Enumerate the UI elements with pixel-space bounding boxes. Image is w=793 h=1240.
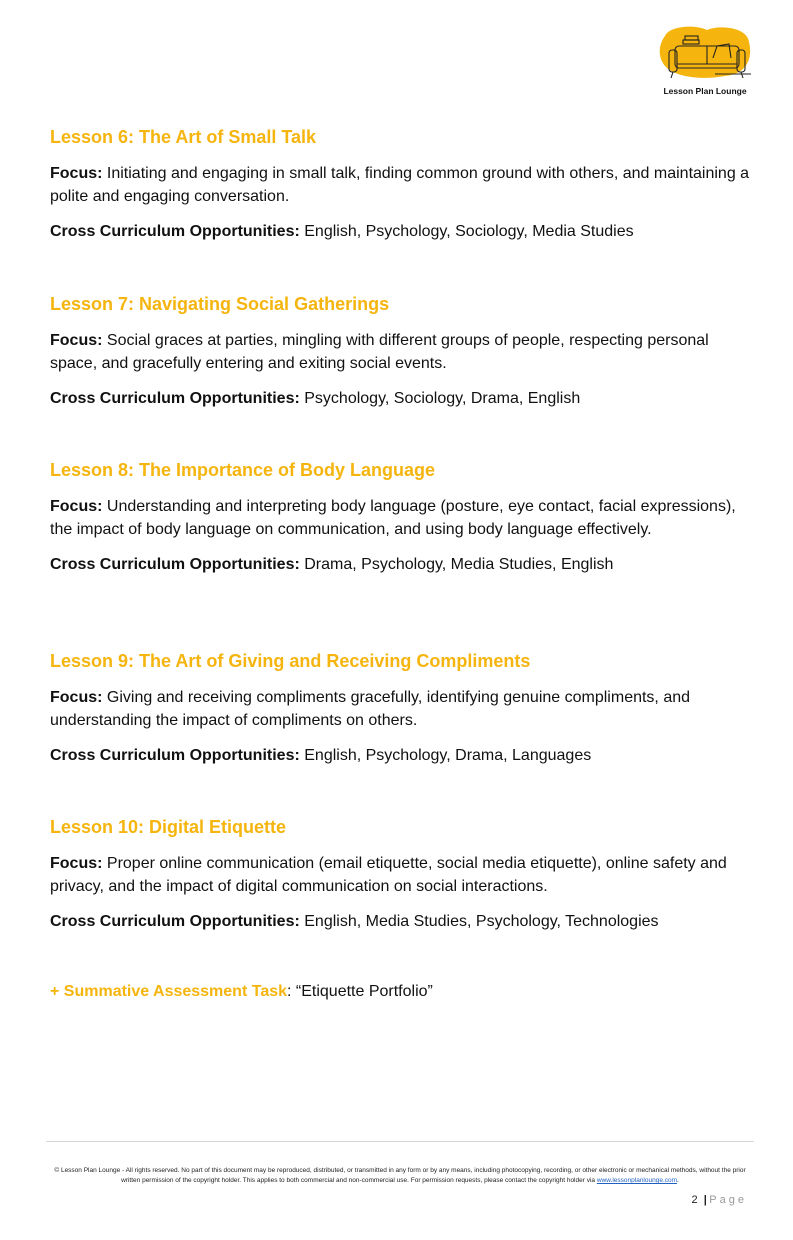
focus-text: Understanding and interpreting body language (posture, eye contact, facial expressions), the impact of body language on communication, and using body language effectively.: [50, 498, 736, 538]
sofa-logo-icon: [655, 24, 755, 86]
focus-label: Focus:: [50, 855, 103, 872]
logo-text: Lesson Plan Lounge: [663, 86, 747, 96]
focus-label: Focus:: [50, 498, 103, 515]
cross-label: Cross Curriculum Opportunities:: [50, 556, 300, 573]
lesson-title: Lesson 7: Navigating Social Gatherings: [50, 294, 390, 314]
focus-text: Social graces at parties, mingling with different groups of people, respecting personal space, and gracefully entering and exiting social events.: [50, 332, 709, 372]
lesson-title: Lesson 8: The Importance of Body Language: [50, 460, 436, 480]
lesson-title: Lesson 10: Digital Etiquette: [50, 817, 287, 837]
lesson-focus: [50, 686, 750, 732]
lesson-8: [50, 459, 750, 588]
lesson-7: [50, 293, 750, 422]
copyright-end: .: [677, 1177, 679, 1184]
focus-text: Proper online communication (email etiquette, social media etiquette), online safety and privacy, and the impact of digital communication on social interactions.: [50, 855, 727, 895]
lesson-9: [50, 650, 750, 779]
logo: [655, 24, 755, 100]
page-label: Page: [709, 1194, 747, 1206]
footer-divider: [46, 1141, 754, 1142]
focus-text: Initiating and engaging in small talk, finding common ground with others, and maintaining a polite and engaging conversation.: [50, 165, 750, 205]
cross-label: Cross Curriculum Opportunities:: [50, 747, 300, 764]
page-separator: |: [703, 1194, 708, 1206]
lesson-cross-curriculum: [50, 220, 750, 243]
cross-label: Cross Curriculum Opportunities:: [50, 913, 300, 930]
cross-label: Cross Curriculum Opportunities:: [50, 223, 300, 240]
footer-copyright: [50, 1166, 750, 1186]
lesson-10: [50, 816, 750, 945]
copyright-text: © Lesson Plan Lounge - All rights reserved. No part of this document may be reproduced, distributed, or transmitted in any form or by any means, including photocopying, recording, or other electronic or mechanical methods, without the prior written permission of the copyright holder. This applies to both commercial and non-commercial use. For permission requests, please contact the copyright holder via: [54, 1167, 746, 1184]
cross-text: Drama, Psychology, Media Studies, English: [299, 556, 614, 573]
lesson-focus: [50, 329, 750, 375]
summative-label: + Summative Assessment Task: [50, 983, 288, 1000]
focus-label: Focus:: [50, 332, 103, 349]
lesson-focus: [50, 162, 750, 208]
summative-text: : “Etiquette Portfolio”: [287, 983, 433, 1000]
focus-text: Giving and receiving compliments gracefully, identifying genuine compliments, and understanding the impact of compliments on others.: [50, 689, 691, 729]
page-number: [692, 1194, 747, 1206]
website-link[interactable]: www.lessonplanlounge.com: [596, 1177, 678, 1184]
cross-label: Cross Curriculum Opportunities:: [50, 390, 300, 407]
cross-text: English, Psychology, Drama, Languages: [299, 747, 592, 764]
cross-text: Psychology, Sociology, Drama, English: [299, 390, 581, 407]
lesson-cross-curriculum: [50, 744, 750, 767]
lesson-title: Lesson 9: The Art of Giving and Receiving Compliments: [50, 651, 531, 671]
lesson-cross-curriculum: [50, 553, 750, 576]
focus-label: Focus:: [50, 689, 103, 706]
lesson-6: [50, 126, 750, 255]
lesson-title: Lesson 6: The Art of Small Talk: [50, 127, 317, 147]
lesson-focus: [50, 852, 750, 898]
lesson-cross-curriculum: [50, 387, 750, 410]
focus-label: Focus:: [50, 165, 103, 182]
lesson-focus: [50, 495, 750, 541]
cross-text: English, Psychology, Sociology, Media Studies: [299, 223, 634, 240]
cross-text: English, Media Studies, Psychology, Technologies: [299, 913, 659, 930]
summative-assessment: [50, 981, 433, 1003]
lesson-cross-curriculum: [50, 910, 750, 933]
page-number-value: 2: [691, 1194, 699, 1206]
